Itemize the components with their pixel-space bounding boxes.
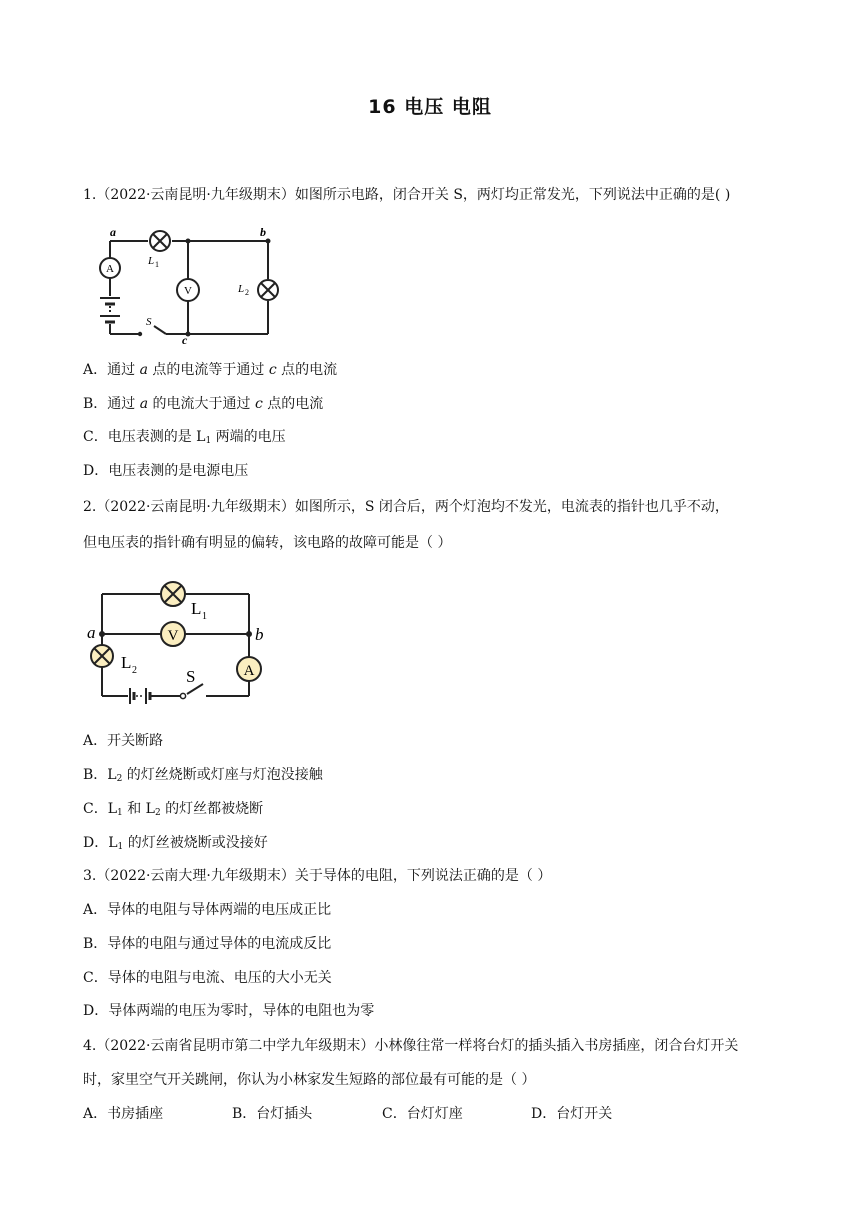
svg-text:A: A [243, 663, 255, 679]
q1-option-c: C．电压表测的是 $L_1$ 两端的电压 [83, 429, 286, 446]
q1-voltmeter-symbol [177, 279, 199, 301]
svg-text:S: S [146, 316, 152, 328]
svg-text:2: 2 [245, 288, 249, 297]
svg-text:V: V [184, 285, 192, 297]
q1-option-b: B．通过 a 的电流大于通过 c 点的电流 [83, 396, 324, 412]
svg-text:1: 1 [202, 611, 207, 622]
q1-option-d: D．电压表测的是电源电压 [83, 463, 249, 479]
q2-voltmeter-symbol [161, 622, 185, 646]
svg-text:2: 2 [132, 665, 137, 676]
q2-stem-line2: 但电压表的指针确有明显的偏转，该电路的故障可能是（ ） [83, 535, 452, 551]
q3-option-d: D．导体两端的电压为零时，导体的电阻也为零 [83, 1003, 375, 1019]
q3-stem: 3.（2022·云南大理·九年级期末）关于导体的电阻，下列说法正确的是（ ） [83, 868, 552, 884]
svg-text:a: a [87, 623, 96, 642]
q2-option-b: B．$L_2$ 的灯丝烧断或灯座与灯泡没接触 [83, 767, 323, 784]
q2-lamp-l2-symbol [91, 645, 113, 667]
svg-text:L: L [121, 653, 132, 672]
svg-text:A: A [106, 263, 114, 275]
q2-lamp-l1-symbol [161, 582, 185, 606]
svg-text:L: L [148, 255, 155, 267]
svg-text:V: V [167, 628, 179, 644]
q4-stem-line2: 时，家里空气开关跳闸，你认为小林家发生短路的部位最有可能的是（ ） [83, 1072, 536, 1088]
svg-text:L: L [191, 599, 202, 618]
q4-stem-line1: 4.（2022·云南省昆明市第二中学九年级期末）小林像往常一样将台灯的插头插入书房插座，闭合台灯开关 [83, 1038, 739, 1054]
q3-option-c: C．导体的电阻与电流、电压的大小无关 [83, 970, 332, 986]
q3-option-b: B．导体的电阻与通过导体的电流成反比 [83, 936, 332, 952]
q4-option-d: D．台灯开关 [531, 1106, 613, 1122]
q2-option-a: A．开关断路 [83, 733, 164, 749]
svg-text:S: S [186, 667, 196, 686]
q2-stem-line1: 2.（2022·云南昆明·九年级期末）如图所示，S 闭合后，两个灯泡均不发光，电流表的指针也几乎不动， [83, 499, 729, 515]
q1-lamp-l2-symbol [258, 280, 278, 300]
q2-option-c: C．$L_1$ 和 $L_2$ 的灯丝都被烧断 [83, 801, 264, 818]
q1-ammeter-symbol [100, 258, 120, 278]
q2-ammeter-symbol [237, 657, 261, 681]
q3-option-a: A．导体的电阻与导体两端的电压成正比 [83, 902, 332, 918]
q1-stem: 1.（2022·云南昆明·九年级期末）如图所示电路，闭合开关 S，两灯均正常发光，下列说法中正确的是( ) [83, 187, 731, 203]
q1-circuit-figure [88, 226, 288, 344]
q4-option-b: B．台灯插头 [232, 1106, 313, 1122]
svg-text:a: a [110, 226, 116, 239]
q2-circuit-figure [84, 578, 280, 708]
q2-option-d: D．$L_1$ 的灯丝被烧断或没接好 [83, 835, 268, 852]
svg-text:1: 1 [155, 260, 159, 269]
page-title: 16 电压 电阻 [368, 96, 492, 118]
svg-text:c: c [182, 333, 188, 344]
q4-option-a: A．书房插座 [83, 1106, 164, 1122]
q1-option-a: A．通过 a 点的电流等于通过 c 点的电流 [83, 362, 338, 378]
svg-text:L: L [238, 283, 245, 295]
svg-text:b: b [260, 226, 266, 239]
q4-option-c: C．台灯灯座 [382, 1106, 463, 1122]
svg-text:b: b [255, 625, 264, 644]
q1-lamp-l1-symbol [150, 231, 170, 251]
